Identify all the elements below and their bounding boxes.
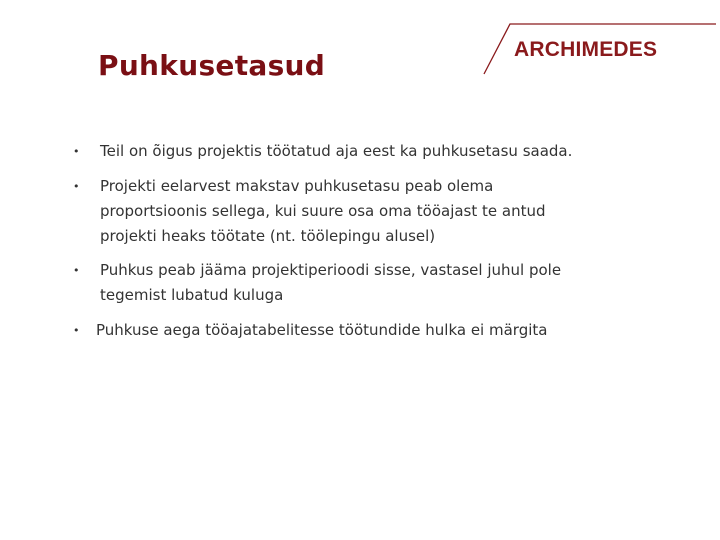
bullet-line: Puhkus peab jääma projektiperioodi sisse, vastasel juhul pole — [100, 261, 562, 279]
bullet-item — [73, 318, 693, 343]
bullet-dot-icon: • — [73, 145, 80, 158]
bullet-item — [73, 139, 693, 164]
bullet-line: Puhkuse aega tööajatabelitesse töötundide hulka ei märgita — [96, 321, 548, 339]
bullet-line: proportsioonis sellega, kui suure osa oma tööajast te antud — [100, 202, 546, 220]
bullet-item — [73, 174, 693, 249]
bullet-line: Teil on õigus projektis töötatud aja eest ka puhkusetasu saada. — [100, 142, 573, 160]
bullet-item — [73, 258, 693, 308]
bullet-dot-icon: • — [73, 264, 80, 277]
bullet-line: projekti heaks töötate (nt. töölepingu alusel) — [100, 227, 436, 245]
bullet-dot-icon: • — [73, 324, 80, 337]
bullet-text — [96, 318, 547, 343]
bullet-line: Projekti eelarvest makstav puhkusetasu peab olema — [100, 177, 494, 195]
bullet-text — [100, 139, 572, 164]
bullet-line: tegemist lubatud kuluga — [100, 286, 284, 304]
bullet-text — [100, 258, 561, 308]
archimedes-logo — [480, 22, 716, 76]
bullet-text — [100, 174, 546, 249]
slide-title: Puhkusetasud — [98, 49, 326, 82]
logo-text: ARCHIMEDES — [514, 38, 658, 61]
bullet-dot-icon: • — [73, 180, 80, 193]
